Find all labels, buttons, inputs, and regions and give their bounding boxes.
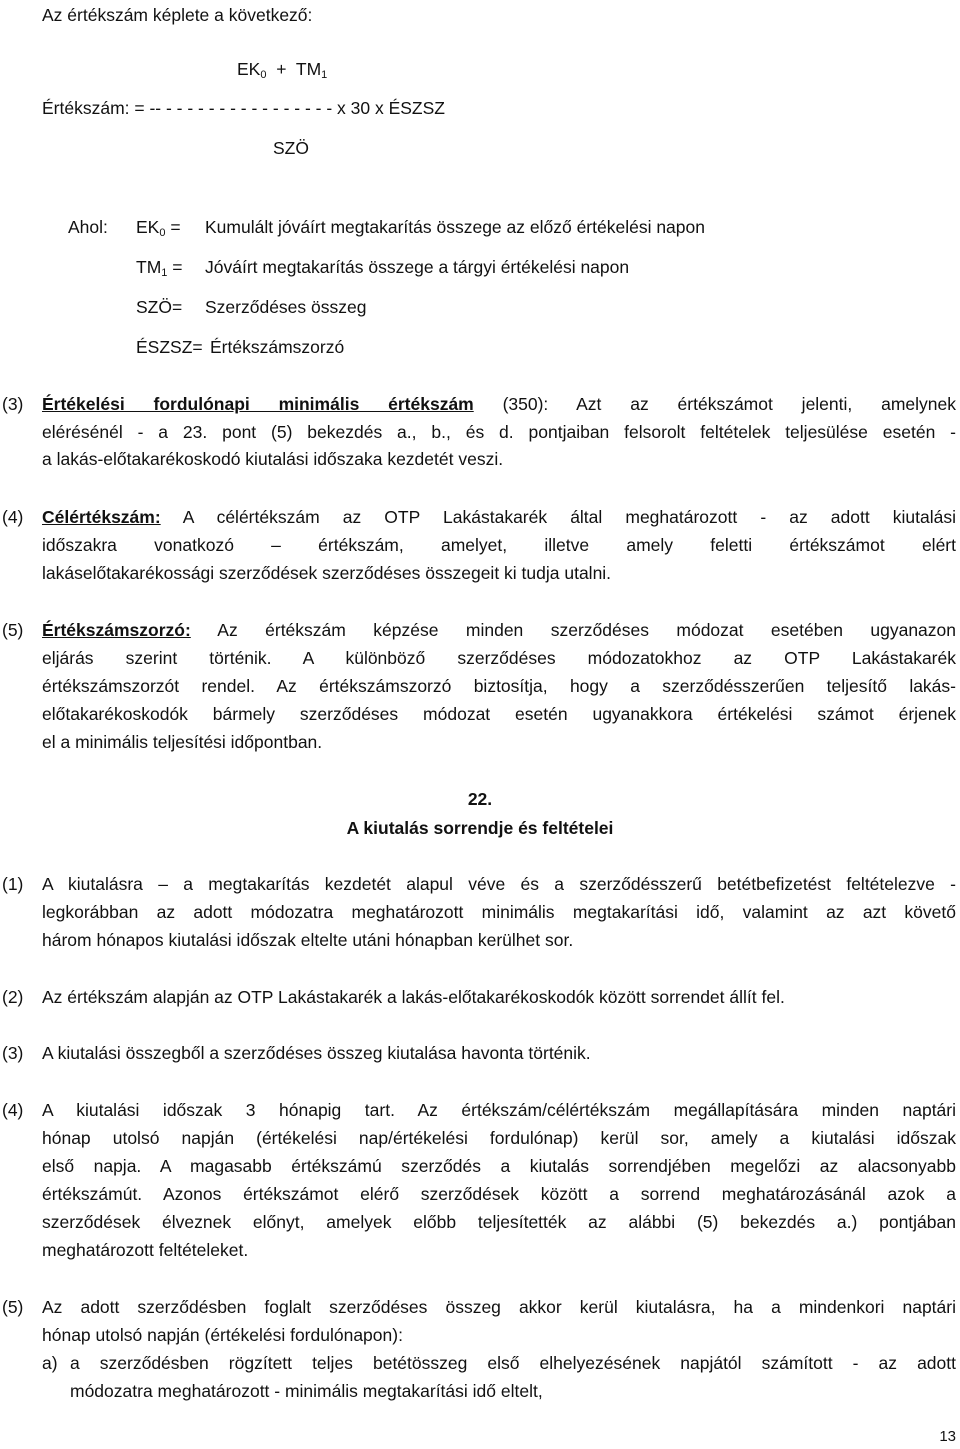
paragraph-5-line-3: értékszámszorzót rendel. Az értékszámszorzó biztosítja, hogy a szerződésszerűen teljesítő lakás-	[42, 676, 956, 696]
term-score-multiplier: Értékszámszorzó:	[42, 620, 191, 640]
definition-ek: $EK_0$ =	[136, 217, 181, 239]
section-paragraph-4-number: (4)	[2, 1100, 24, 1120]
section-paragraph-2-line-1: Az értékszám alapján az OTP Lakástakarék a lakás-előtakarékoskodók között sorrendet állít fel.	[42, 987, 785, 1007]
section-paragraph-1-number: (1)	[2, 874, 24, 894]
section-number: 22.	[467, 789, 493, 809]
paragraph-4-line-1: Célértékszám: A célértékszám az OTP Lakástakarék által meghatározott - az adott kiutalási	[42, 507, 956, 527]
tm-term: TM	[295, 59, 322, 79]
formula-numerator: $EK_0 + TM_1$	[237, 59, 328, 81]
section-paragraph-4-line-2: hónap utolsó napján (értékelési nap/értékelési fordulónap) kerül sor, amely a kiutalási időszak	[42, 1128, 956, 1148]
formula-intro: Az értékszám képlete a következő:	[42, 5, 313, 25]
definition-szo-desc: Szerződéses összeg	[205, 297, 367, 317]
definition-szo: SZÖ=	[136, 297, 183, 317]
list-item-a-label: a)	[42, 1353, 58, 1373]
definition-tm: $TM_1$ =	[136, 257, 183, 279]
paragraph-4-line-2: időszakra vonatkozó – értékszám, amelyet, illetve amely feletti értékszámot elért	[42, 535, 956, 555]
formula-main-line: Értékszám: = -- - - - - - - - - - - - - - - - - x 30 x ÉSZSZ	[42, 98, 445, 118]
paragraph-3-line-2: elérésénél - a 23. pont (5) bekezdés a., b., és d. pontjaiban felsorolt feltételek teljesülése esetén -	[42, 422, 956, 442]
page-number: 13	[939, 1428, 956, 1445]
section-paragraph-4-line-5: szerződések élveznek előnyt, amelyek előbb teljesítették az alábbi (5) bekezdés a.) pontjában	[42, 1212, 956, 1232]
section-paragraph-5-line-1: Az adott szerződésben foglalt szerződéses összeg akkor kerül kiutalásra, ha a mindenkori naptári	[42, 1297, 956, 1317]
section-paragraph-3-number: (3)	[2, 1043, 24, 1063]
list-item-a-line-2: módozatra meghatározott - minimális megtakarítási idő eltelt,	[70, 1381, 543, 1401]
section-paragraph-4-line-4: értékszámút. Azonos értékszámot elérő szerződések között a sorrend meghatározásánál azok a	[42, 1184, 956, 1204]
section-title: A kiutalás sorrendje és feltételei	[346, 818, 614, 838]
section-paragraph-2-number: (2)	[2, 987, 24, 1007]
section-paragraph-5-number: (5)	[2, 1297, 24, 1317]
definitions-label: Ahol:	[68, 217, 108, 237]
definition-ek-desc: Kumulált jóváírt megtakarítás összege az előző értékelési napon	[205, 217, 705, 237]
term-target-score: Célértékszám:	[42, 507, 161, 527]
definition-eszsz-desc: Értékszámszorzó	[210, 337, 345, 357]
section-paragraph-3-line-1: A kiutalási összegből a szerződéses összeg kiutalása havonta történik.	[42, 1043, 591, 1063]
paragraph-3-number: (3)	[2, 394, 24, 414]
ek-term: EK	[237, 59, 261, 79]
section-paragraph-4-line-6: meghatározott feltételeket.	[42, 1240, 249, 1260]
paragraph-5-line-2: eljárás szerint történik. A különböző szerződéses módozatokhoz az OTP Lakástakarék	[42, 648, 956, 668]
paragraph-4-line-3: lakáselőtakarékossági szerződések szerződéses összegeit ki tudja utalni.	[42, 563, 612, 583]
section-paragraph-4-line-3: első napja. A magasabb értékszámú szerződés a kiutalás sorrendjében megelőzi az alacsonyabb	[42, 1156, 956, 1176]
paragraph-5-line-4: előtakarékoskodók bármely szerződéses módozat esetén ugyanakkora értékelési számot érjenek	[42, 704, 956, 724]
section-paragraph-5-line-2: hónap utolsó napján (értékelési fordulónapon):	[42, 1325, 403, 1345]
definition-tm-desc: Jóváírt megtakarítás összege a tárgyi értékelési napon	[205, 257, 630, 277]
term-minimum-score: Értékelési fordulónapi minimális értékszám	[42, 394, 474, 414]
section-paragraph-1-line-3: három hónapos kiutalási időszak eltelte utáni hónapban kerülhet sor.	[42, 930, 574, 950]
list-item-a-line-1: a szerződésben rögzített teljes betétösszeg első elhelyezésének napjától számított - az adott	[70, 1353, 956, 1373]
paragraph-5-line-1: Értékszámszorzó: Az értékszám képzése minden szerződéses módozat esetében ugyanazon	[42, 620, 956, 640]
paragraph-3-line-1: Értékelési fordulónapi minimális értékszám (350): Azt az értékszámot jelenti, amelynek	[42, 394, 956, 414]
section-paragraph-1-line-1: A kiutalásra – a megtakarítás kezdetét alapul véve és a szerződésszerű betétbefizetést feltételezve -	[42, 874, 956, 894]
paragraph-4-number: (4)	[2, 507, 24, 527]
paragraph-3-line-3: a lakás-előtakarékoskodó kiutalási időszaka kezdetét veszi.	[42, 449, 504, 469]
definition-eszsz: ÉSZSZ=	[136, 337, 203, 357]
formula-denominator: SZÖ	[273, 138, 309, 158]
paragraph-5-line-5: el a minimális teljesítési időpontban.	[42, 732, 323, 752]
paragraph-5-number: (5)	[2, 620, 24, 640]
section-paragraph-4-line-1: A kiutalási időszak 3 hónapig tart. Az értékszám/célértékszám megállapítására minden naptári	[42, 1100, 956, 1120]
section-paragraph-1-line-2: legkorábban az adott módozatra meghatározott minimális megtakarítási idő, valamint az azt követő	[42, 902, 956, 922]
